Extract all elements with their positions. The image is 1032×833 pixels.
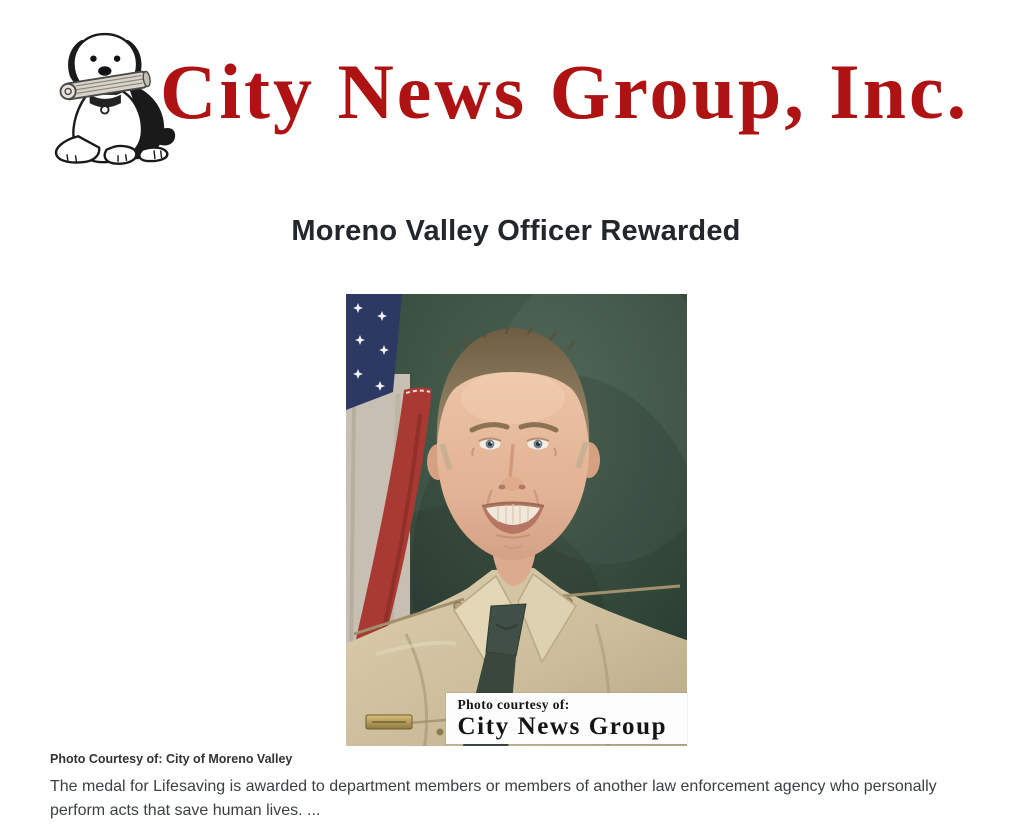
photo-caption: Photo Courtesy of: City of Moreno Valley	[50, 752, 293, 766]
officer-photo	[346, 294, 687, 746]
article-headline: Moreno Valley Officer Rewarded	[291, 215, 741, 247]
watermark-courtesy-text: Photo courtesy of:	[457, 697, 570, 712]
masthead	[0, 0, 1032, 170]
officer-portrait-graphic	[346, 294, 687, 746]
photo-watermark	[446, 693, 687, 744]
brand-wordmark[interactable]: City News Group, Inc.	[160, 48, 970, 135]
watermark-brand-text: City News Group	[457, 713, 668, 740]
article-body: The medal for Lifesaving is awarded to department members or members of another law enforcement agency who personally perform acts that save human lives. ...	[50, 778, 937, 819]
